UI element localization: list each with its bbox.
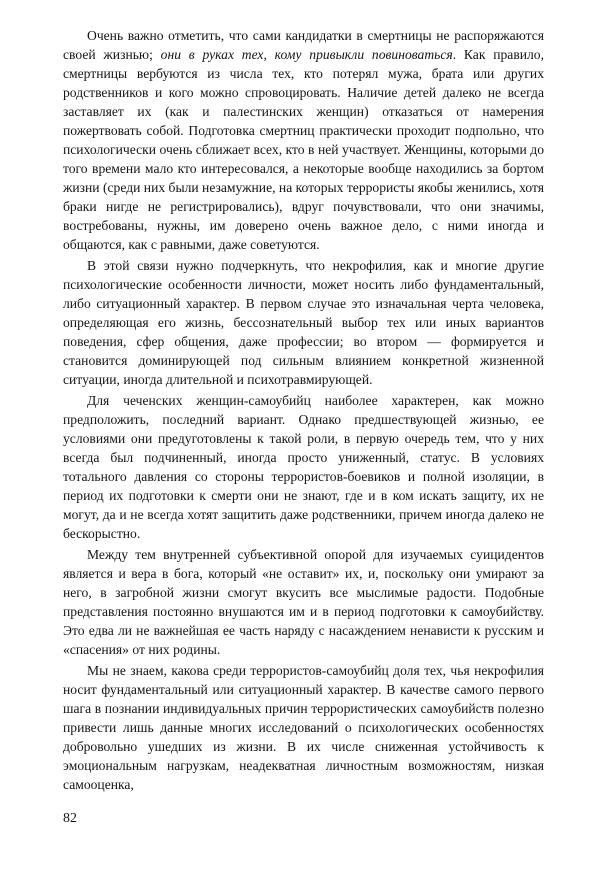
- page-body: [63, 26, 544, 796]
- paragraph-5-text: Мы не знаем, какова среди террористов-самоубийц доля тех, чья некрофилия носит фундаментальный или ситуационный характер. В качестве самого первого шага в познании индивидуальных причин террористических самоубийств полезно привести лишь данные многих исследований о психологических особенностях добровольно ушедших из жизни. В их числе сниженная устойчивость к эмоциональным нагрузкам, неадекватная личностным возможностям, низкая самооценка,: [63, 663, 544, 792]
- page-number: 82: [63, 811, 77, 826]
- paragraph-1-italic-phrase: они в руках тех, кому привыкли повиноваться: [160, 47, 453, 62]
- paragraph-1-part-3: . Как правило, смертницы вербуются из числа тех, кто потерял мужа, брата или других родственников и кого можно спровоцировать. Наличие детей далеко не всегда заставляет их (как и палестинских женщин) отказаться от намерения пожертвовать собой. Подготовка смертниц практически проходит подпольно, что психологически очень сближает всех, кто в ней участвует. Женщины, которыми до того времени мало кто интересовался, а некоторые вообще находились за бортом жизни (среди них были незамужние, на которых террористы якобы женились, хотя браки нигде не регистрировались), вдруг почувствовали, что они значимы, востребованы, нужны, им доверено очень важное дело, с ними иногда и общаются, как с равными, даже советуются.: [63, 47, 544, 252]
- paragraph-3: [63, 391, 544, 543]
- paragraph-5: [63, 661, 544, 794]
- paragraph-3-text: Для чеченских женщин-самоубийц наиболее характерен, как можно предположить, последний вариант. Однако предшествующей жизнью, ее условиями они предуготовлены к такой роли, в первую очередь тем, что у них всегда был подчиненный, иногда просто униженный, статус. В условиях тотального давления со стороны террористов-боевиков и полной изоляции, в период их подготовки к смерти они не знают, где и в ком искать защиту, их не могут, да и не всегда хотят защитить даже родственники, причем иногда далеко не бескорыстно.: [63, 393, 544, 541]
- paragraph-2-text: В этой связи нужно подчеркнуть, что некрофилия, как и многие другие психологические особенности личности, может носить либо фундаментальный, либо ситуационный характер. В первом случае это изначальная черта человека, определяющая его жизнь, бессознательный выбор тех или иных вариантов поведения, сфер общения, даже профессии; во втором — формируется и становится доминирующей под сильным влиянием конкретной жизненной ситуации, иногда длительной и психотравмирующей.: [63, 258, 544, 387]
- paragraph-1-part-1: Очень важно отметить, что сами кандидатки в смертницы не распоряжаются своей жизнью;: [63, 28, 544, 62]
- paragraph-1: [63, 26, 544, 254]
- paragraph-2: [63, 256, 544, 389]
- paragraph-4: [63, 545, 544, 659]
- paragraph-4-text: Между тем внутренней субъективной опорой для изучаемых суицидентов является и вера в бога, который «не оставит» их, и, поскольку они умирают за него, в загробной жизни смогут вкусить все мыслимые радости. Подобные представления постоянно внушаются им и в период подготовки к самоубийству. Это едва ли не важнейшая ее часть наряду с насаждением ненависти к русским и «спасения» от них родины.: [63, 547, 544, 657]
